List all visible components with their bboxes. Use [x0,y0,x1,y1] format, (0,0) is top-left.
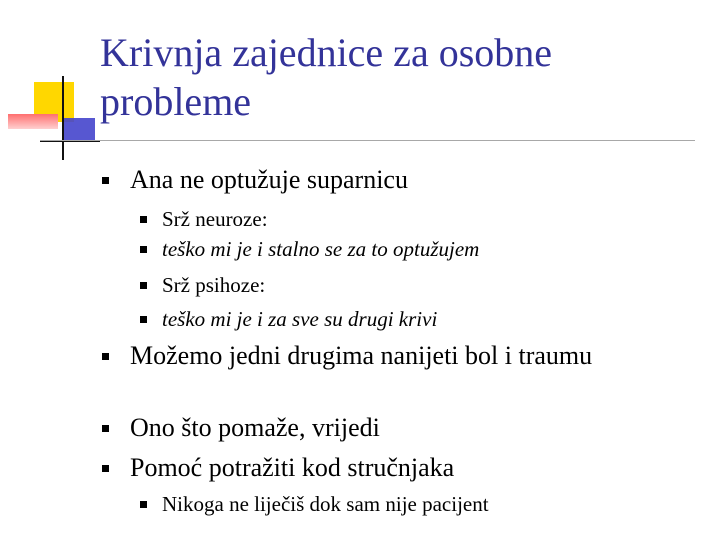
sub-bullet-item [162,305,682,333]
bullet-item [130,452,690,484]
bullet-text: Ana ne optužuje suparnicu [130,165,408,194]
square-bullet-icon [140,246,147,253]
decorative-red-bar [8,114,58,129]
title-divider [40,140,695,141]
sub-bullet-text: Nikoga ne liječiš dok sam nije pacijent [162,492,489,516]
bullet-text: Možemo jedni drugima nanijeti bol i traumu [130,341,593,370]
bullet-text: Pomoć potražiti kod stručnjaka [130,453,455,482]
sub-bullet-item [162,235,682,263]
bullet-item [130,412,690,444]
bullet-text: Ono što pomaže, vrijedi [130,413,380,442]
decorative-blue-square [63,118,95,142]
sub-bullet-item [162,490,702,518]
sub-bullet-text: teško mi je i stalno se za to optužujem [162,237,480,261]
square-bullet-icon [140,501,147,508]
square-bullet-icon [102,465,109,472]
sub-bullet-text: Srž neuroze: [162,207,268,231]
square-bullet-icon [102,425,109,432]
square-bullet-icon [102,353,109,360]
bullet-item [130,164,690,196]
sub-bullet-text: teško mi je i za sve su drugi krivi [162,307,438,331]
bullet-item [130,340,630,372]
sub-bullet-text: Srž psihoze: [162,273,266,297]
square-bullet-icon [102,177,109,184]
sub-bullet-item [162,271,682,299]
slide-title: Krivnja zajednice za osobne probleme [100,30,553,124]
square-bullet-icon [140,282,147,289]
sub-bullet-item [162,205,682,233]
decorative-vertical-line [62,76,64,160]
square-bullet-icon [140,216,147,223]
square-bullet-icon [140,316,147,323]
